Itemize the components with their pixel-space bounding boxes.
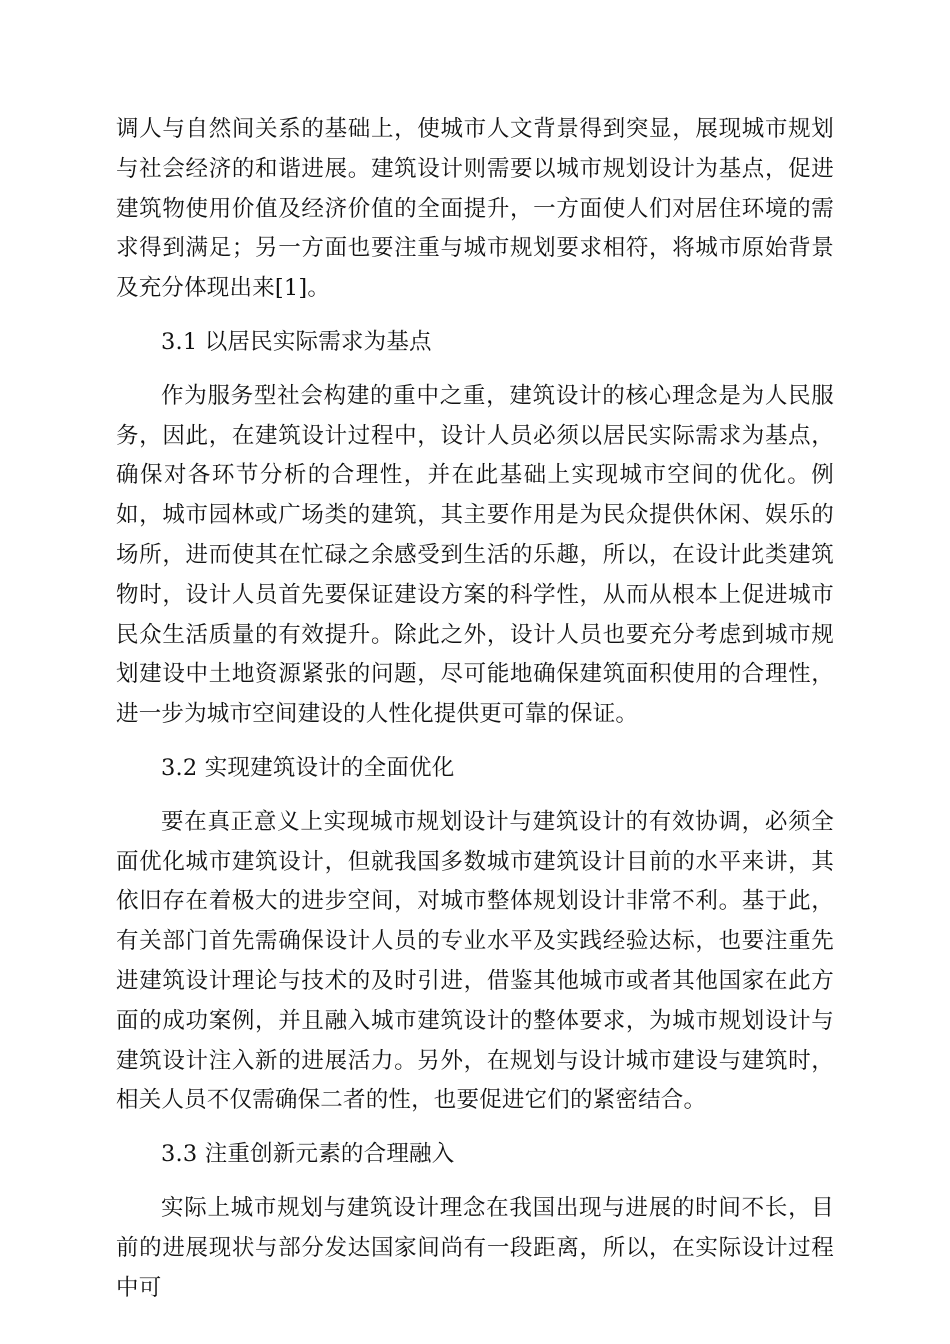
section-heading-3-2: 3.2 实现建筑设计的全面优化 (161, 754, 455, 781)
section-heading-3-1: 3.1 以居民实际需求为基点 (161, 328, 432, 355)
document-page (116, 110, 834, 1308)
spacer (116, 1175, 834, 1189)
spacer (116, 789, 834, 803)
paragraph-3-1: 作为服务型社会构建的重中之重，建筑设计的核心理念是为人民服务，因此，在建筑设计过程中，设计人员必须以居民实际需求为基点，确保对各环节分析的合理性，并在此基础上实现城市空间的优化。例如，城市园林或广场类的建筑，其主要作用是为民众提供休闲、娱乐的场所，进而使其在忙碌之余感受到生活的乐趣，所以，在设计此类建筑物时，设计人员首先要保证建设方案的科学性，从而从根本上促进城市民众生活质量的有效提升。除此之外，设计人员也要充分考虑到城市规划建设中土地资源紧张的问题，尽可能地确保建筑面积使用的合理性，进一步为城市空间建设的人性化提供更可靠的保证。 (116, 382, 834, 728)
paragraph-3-2: 要在真正意义上实现城市规划设计与建筑设计的有效协调，必须全面优化城市建筑设计，但就我国多数城市建筑设计目前的水平来讲，其依旧存在着极大的进步空间，对城市整体规划设计非常不利。基于此，有关部门首先需确保设计人员的专业水平及实践经验达标，也要注重先进建筑设计理论与技术的及时引进，借鉴其他城市或者其他国家在此方面的成功案例，并且融入城市建筑设计的整体要求，为城市规划设计与建筑设计注入新的进展活力。另外，在规划与设计城市建设与建筑时，相关人员不仅需确保二者的性，也要促进它们的紧密结合。 (116, 808, 834, 1114)
paragraph-3-3: 实际上城市规划与建筑设计理念在我国出现与进展的时间不长，目前的进展现状与部分发达国家间尚有一段距离，所以，在实际设计过程中可 (116, 1194, 834, 1301)
section-heading-3-3: 3.3 注重创新元素的合理融入 (161, 1141, 455, 1168)
paragraph-intro: 调人与自然间关系的基础上，使城市人文背景得到突显，展现城市规划与社会经济的和谐进展。建筑设计则需要以城市规划设计为基点，促进建筑物使用价值及经济价值的全面提升，一方面使人们对居住环境的需求得到满足；另一方面也要注重与城市规划要求相符，将城市原始背景及充分体现出来[1]。 (116, 116, 834, 302)
spacer (116, 735, 834, 749)
spacer (116, 1121, 834, 1135)
spacer (116, 363, 834, 377)
spacer (116, 309, 834, 323)
